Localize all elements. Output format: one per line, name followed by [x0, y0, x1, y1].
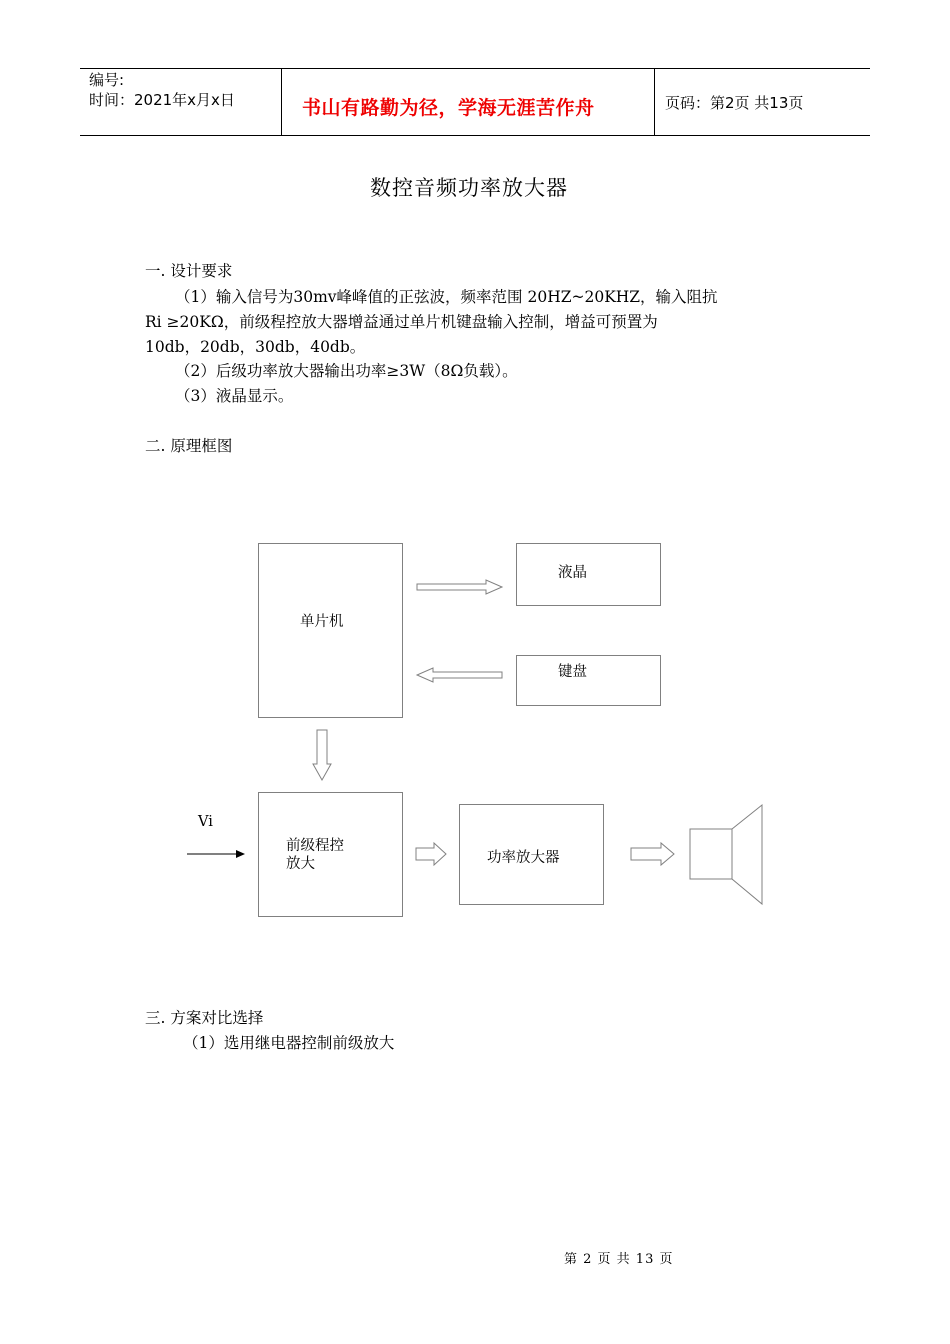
keyboard-block: [516, 655, 661, 706]
section3-heading: 三. 方案对比选择: [145, 1009, 264, 1027]
lcd-block: [516, 543, 661, 606]
section1-heading: 一. 设计要求: [145, 262, 233, 280]
section3-item1: （1）选用继电器控制前级放大: [183, 1034, 395, 1052]
poweramp-to-speaker-arrow: [631, 843, 674, 865]
preamp-label-line2: 放大: [286, 856, 315, 872]
section1-item1-line3: 10db，20db，30db，40db。: [145, 338, 366, 356]
preamp-to-poweramp-arrow: [416, 843, 446, 865]
header-number-label: 编号:: [89, 71, 125, 89]
document-title: 数控音频功率放大器: [370, 176, 568, 200]
power-amp-label: 功率放大器: [487, 850, 560, 866]
section1-item3: （3）液晶显示。: [175, 387, 294, 405]
section1-item2: （2）后级功率放大器输出功率≥3W（8Ω负载）。: [175, 362, 518, 380]
mcu-label: 单片机: [300, 614, 344, 630]
header-motto: 书山有路勤为径，学海无涯苦作舟: [302, 97, 595, 119]
section2-heading: 二. 原理框图: [145, 437, 233, 455]
page-footer: 第 2 页 共 13 页: [564, 1252, 674, 1267]
mcu-to-preamp-arrow: [313, 730, 331, 780]
vi-input-arrow: [187, 850, 245, 858]
section1-item1-line2: Ri ≥20KΩ，前级程控放大器增益通过单片机键盘输入控制，增益可预置为: [145, 313, 658, 331]
vi-label: Vi: [198, 814, 213, 830]
mcu-to-lcd-arrow: [417, 580, 502, 594]
keyboard-to-mcu-arrow: [417, 668, 502, 682]
lcd-label: 液晶: [558, 565, 587, 581]
speaker-icon: [690, 805, 762, 904]
section1-item1-line1: （1）输入信号为30mv峰峰值的正弦波，频率范围 20HZ~20KHZ，输入阻抗: [175, 288, 718, 306]
header-time-label: 时间：2021年x月x日: [89, 91, 235, 109]
header-page-label: 页码：第2页 共13页: [665, 94, 804, 112]
keyboard-label: 键盘: [558, 664, 587, 680]
preamp-label-line1: 前级程控: [286, 838, 344, 854]
